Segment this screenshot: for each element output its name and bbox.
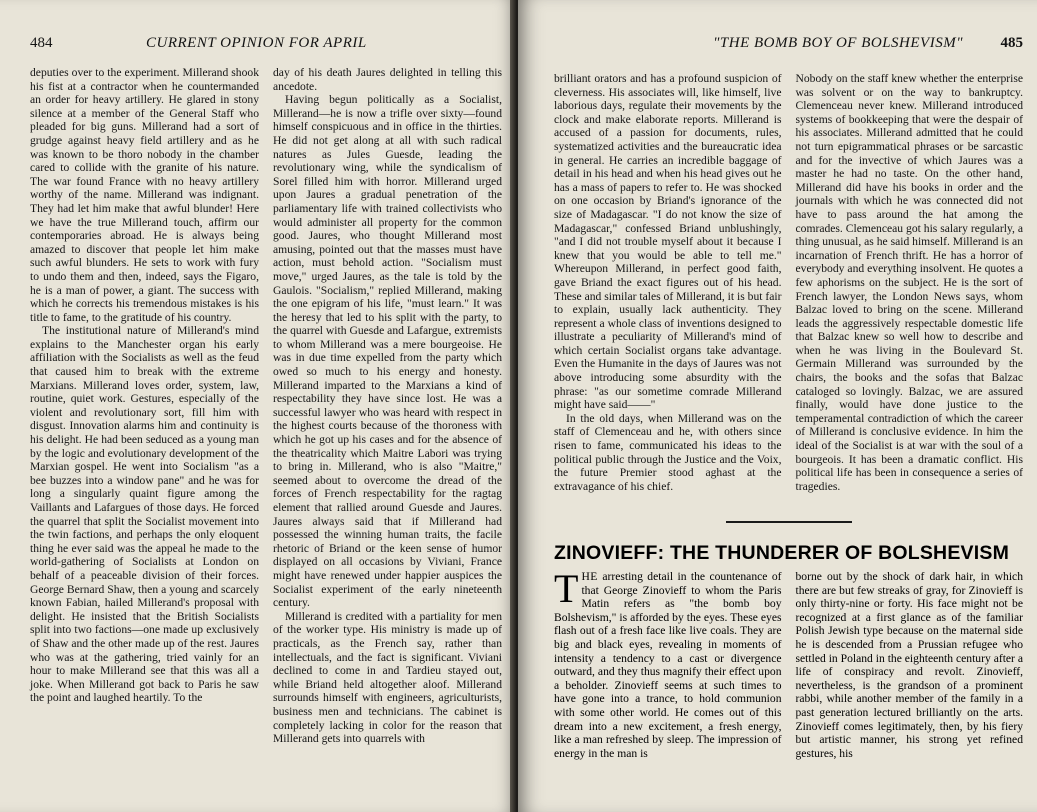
article-headline: ZINOVIEFF: THE THUNDERER OF BOLSHEVISM xyxy=(554,542,1010,564)
right-page-number: 485 xyxy=(1000,35,1023,51)
paragraph: brilliant orators and has a profound suspicion of cleverness. His associates will, like himself, live laborious days, regulate their movements by the clock and make elaborate reports. Millerand is accused of a passion for documents, rules, systematized activities and the bureaucratic idea in general. He carries an incredible baggage of detail in his head and when his head gives out he has a mass of papers to refer to. He was shocked on one occasion by Briand's ignorance of the size of Madagascar. "I do not know the size of Madagascar," confessed Briand unblushingly, "and I did not trouble myself about it because I knew that you would be able to tell me." Whereupon Millerand, in perfect good faith, gave Briand the exact figures out of his head. These and similar tales of Millerand, it is but fair to explain, usually lack authenticity. They represent a whole class of inventions designed to illustrate a peculiarity of Millerand's mind of which certain Socialist organs take advantage. Even the Humanite in the days of Jaures was not above introducing some absurdity with the phrase: "as our sometime comrade Millerand might have said——" xyxy=(554,72,782,412)
paragraph: borne out by the shock of dark hair, in which there are but few streaks of gray, for Zinovieff is only thirty-nine or forty. His face might not be recognized at a first glance as of the familiar Polish Jewish type because on the maternal side he is descended from a Prussian refugee who settled in Poland in the eighteenth century after a life of conspiracy and revolt. Zinovieff, nevertheless, is the grandson of a prominent rabbi, while another member of the family in a past generation lectured brilliantly on the arts. Zinovieff comes legitimately, then, by his fiery but artistic manner, his strong yet refined gestures, his xyxy=(795,570,1023,760)
left-columns xyxy=(30,66,502,746)
article-lead-paragraph xyxy=(554,566,782,760)
left-column-1 xyxy=(30,66,259,746)
drop-cap: T xyxy=(554,566,579,611)
lead-smallcaps: HE xyxy=(581,570,598,583)
right-column-1 xyxy=(554,72,782,493)
article-column-1 xyxy=(554,566,782,760)
left-running-head xyxy=(30,0,502,51)
paragraph: In the old days, when Millerand was on the staff of Clemenceau and he, with others since risen to fame, communicated his ideas to the political public through the Justice and the Voix, the future Premier stood aghast at the extravagance of his chief. xyxy=(554,411,782,493)
right-column-2 xyxy=(796,72,1024,493)
paragraph: Having begun politically as a Socialist, Millerand—he is now a trifle over sixty—found himself conspicuous and in office in the thirties. He did not get along at all with such radical natures as Jules Guesde, leading the revolutionary wing, while the syndicalism of Sorel filled him with horror. Millerand urged upon Jaures a gradual penetration of the parliamentary life with trained collectivists who would administer all property for the common good. Jaures, who thought Millerand most amusing, pointed out that the masses must have action, must behold action. "Socialism must move," urged Jaures, as the tale is told by the Gaulois. "Socialism," replied Millerand, making the one epigram of his life, "must learn." It was the heresy that led to his split with the party, to the quarrel with Guesde and Lafargue, extremists to whom Millerand was a mere bourgeoise. He was in due time expelled from the party which owed so much to his energy and honesty. Millerand imparted to the Marxians a kind of respectability they have since lost. He was a successful lawyer who was heard with respect in the highest courts because of the thoroness with which he got up his cases and for the absence of the theatricality which Maitre Labori was trying to bring in. Millerand, who is also "Maitre," seemed about to overcome the dread of the forces of French respectability for the ragtag element that rallied around Guesde and Jaures. Jaures always said that if Millerand had possessed the winning human traits, the facile rhetoric of Briand or the keen sense of humor displayed on all occasions by Viviani, France might have renewed under happier auspices the Socialist experiment of the early nineteenth century. xyxy=(273,93,502,610)
article-column-2 xyxy=(796,570,1024,760)
right-running-head xyxy=(554,0,1023,51)
paragraph: day of his death Jaures delighted in telling this ancedote. xyxy=(273,66,502,93)
paragraph: The institutional nature of Millerand's mind explains to the Manchester organ his early affiliation with the Socialists as well as the feud that caused him to break with the extreme Marxians. Millerand loves order, system, law, routine, quiet work. Gestures, especially of the violent and revolutionary sort, fill him with disgust. Innovation alarms him and continuity is his delight. He had been seduced as a young man by the logic and evolutionary development of the Marxian gospel. He went into Socialism "as a bee buzzes into a window pane" and he was for long a singularly quaint figure among the Vaillants and Lafargues of those days. He forced the quarrel that split the Socialist movement into the twin factions, and perhaps the only eloquent thing he ever said was the appeal he made to the world-gathering of Socialists at London on behalf of a peaceable division of their forces. George Bernard Shaw, then a young and scarcely known Fabian, hailed Millerand's proposal with delight. He insisted that the British Socialists split into two factions—one made up exclusively of Shaw and the other made up of the rest. Jaures who was at the gathering, tried vainly for an hour to make Millerand see that this was all a joke. When Millerand got back to Paris he saw the point and laughed heartily. To the xyxy=(30,324,259,705)
left-page xyxy=(0,0,516,812)
paragraph: Nobody on the staff knew whether the enterprise was solvent or on the way to bankruptcy. Clemenceau never knew. Millerand introduced systems of bookkeeping that were the despair of his associates. Millerand admitted that he could not turn epigrammatical phrases or be sarcastic and for the invective of which Jaures was a master he had no taste. On the other hand, Millerand did have his books in order and the journals with which he was connected did not have to pass around the hat among the comrades. Clemenceau got his salary regularly, a thing unusual, as he said himself. Millerand is an incarnation of French thrift. He has a horror of everybody and everything insolvent. He quotes a few aphorisms on the subject. He is the sort of French lawyer, the London News says, whom Balzac loved to bring on the scene. Millerand leads the aggressively respectable domestic life that Balzac knew so well how to describe and when he was living in the Boulevard St. Germain Millerand was surrounded by the chairs, the books and the sofas that Balzac cataloged so lovingly. Balzac, we are assured finally, would have done justice to the temperamental contradiction of which the career of Millerand is conclusive evidence. In him the ideal of the Socialist is at war with the soul of a bourgeois. It has been a dramatic conflict. His political life has been in consequence a series of tragedies. xyxy=(795,72,1023,493)
article-columns xyxy=(554,566,1023,760)
section-divider xyxy=(726,521,852,523)
paragraph: Millerand is credited with a partiality for men of the worker type. His ministry is made up of practicals, as the French say, rather than intellectuals, and the fact is significant. Viviani declined to come in and Tardieu stayed out, while Briand held altogether aloof. Millerand surrounds himself with engineers, agriculturists, business men and technicians. The cabinet is completely lacking in color for the reason that Millerand gets into quarrels with xyxy=(273,609,502,746)
lead-text: arresting detail in the countenance of that George Zinovieff to whom the Paris Matin refers as "the bomb boy Bolshevism," is afforded by the eyes. These eyes flash out of a fresh face like live coals. They are big and black eyes, revealing in moments of intensity a tendency to a cast or divergence outward, and they thus magnify their effect upon a beholder. Zinovieff seems at such times to have gone into a trance, to hold communion with some other world. He comes out of this dream into a new excitement, a fresh energy, like a man refreshed by sleep. The impression of energy in the man is xyxy=(554,570,782,760)
left-running-title: CURRENT OPINION FOR APRIL xyxy=(146,35,367,51)
right-columns-top xyxy=(554,72,1023,493)
right-running-title: "THE BOMB BOY OF BOLSHEVISM" xyxy=(713,35,963,51)
left-page-number: 484 xyxy=(30,35,53,51)
paragraph: deputies over to the experiment. Millerand shook his fist at a contractor when he countermanded an order for heavy artillery. He glared in stony silence at a member of the General Staff who pleaded for big guns. Millerand had a sort of grudge against heavy field artillery and as he was known to be thoro nobody in the chamber cared to collide with the granite of his nature. The war found France with no heavy artillery worthy of the name. Millerand was indignant. They had let him make that awful blunder! Here we have the true Millerand touch, affirm our contemporaries abroad. He is always being amazed to discover that people let him make such awful blunders. He sets to work with fury to undo them and then, indeed, says the Figaro, he is a man of power, a giant. The success with which he corrects his tremendous mistakes is his title to fame, to the gratitude of his country. xyxy=(30,66,259,324)
left-column-2 xyxy=(273,66,502,746)
